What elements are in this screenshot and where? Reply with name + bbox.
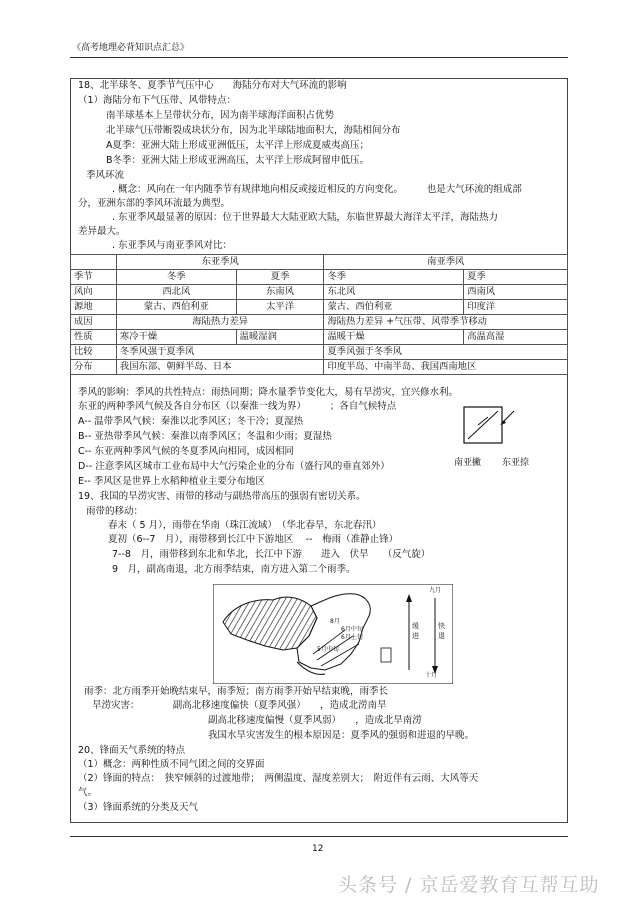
watermark-text: 头条号 / 京岳爱教育互帮互助 xyxy=(338,874,600,896)
table-cell: 蒙古、西伯利亚 xyxy=(116,300,236,315)
map-label: 6月上旬 xyxy=(341,634,363,641)
table-group-header: 东亚季风 xyxy=(116,255,324,270)
table-cell: 源地 xyxy=(71,300,117,315)
text-line: 北半球气压带断裂成块状分布，因为北半球陆地面积大，海陆相间分布 xyxy=(106,125,401,136)
text-line: C-- 东亚两种季风气候的冬夏季风向相同，成因相同 xyxy=(78,446,295,457)
table-cell: 夏季 xyxy=(236,270,324,285)
map-label: 6月中旬 xyxy=(341,626,363,633)
text-line: 气。 xyxy=(78,787,98,798)
map-label: 九月 xyxy=(429,587,442,594)
table-cell xyxy=(71,255,117,270)
text-line: （3）锋面系统的分类及天气 xyxy=(78,802,199,813)
text-line: 差异最大。 xyxy=(78,226,126,237)
table-row xyxy=(71,315,568,330)
map-label: 5月中旬 xyxy=(317,646,339,653)
map-label: 十月 xyxy=(425,672,438,679)
page-number: 12 xyxy=(312,844,324,854)
monsoon-comparison-table xyxy=(70,254,568,375)
rain-belt-map xyxy=(213,584,453,684)
table-cell: 温暖湿润 xyxy=(236,330,324,345)
text-line: . 东亚季风最显著的原因：位于世界最大大陆亚欧大陆，东临世界最大海洋太平洋，海陆热力 xyxy=(112,212,499,223)
inset-box xyxy=(381,648,391,662)
table-cell: 分布 xyxy=(71,360,117,375)
table-cell: 印度洋 xyxy=(464,300,568,315)
text-line: . 东亚季风与南亚季风对比： xyxy=(112,240,233,251)
text-line: . 概念：风向在一年内随季节有规律地向相反或接近相反的方向变化。 也是大气环流的组成部 xyxy=(112,184,522,195)
table-row xyxy=(71,345,568,360)
table-group-header: 南亚季风 xyxy=(324,255,568,270)
footer-rule xyxy=(70,836,568,837)
subheading-monsoon: 季风环流 xyxy=(86,170,125,181)
table-cell: 西北风 xyxy=(116,285,236,300)
table-cell: 东北风 xyxy=(324,285,464,300)
diagram-label-east-asia: 东亚捺 xyxy=(502,458,530,468)
text-line: 9 月，副高南退，北方雨季结束，南方进入第二个雨季。 xyxy=(112,564,356,575)
text-line: 我国水旱灾害发生的根本原因是：夏季风的强弱和进退的早晚。 xyxy=(208,730,475,741)
table-row xyxy=(71,360,568,375)
table-cell: 冬季 xyxy=(116,270,236,285)
table-cell: 东南风 xyxy=(236,285,324,300)
section-18-heading: 18、北半球冬、夏季节气压中心 海陆分布对大气环流的影响 xyxy=(78,80,347,91)
table-cell: 蒙古、西伯利亚 xyxy=(324,300,464,315)
section-19-heading: 19、我国的旱涝灾害、雨带的移动与副热带高压的强弱有密切关系。 xyxy=(78,491,366,502)
header-rule xyxy=(70,57,568,58)
text-line: 分，亚洲东部的季风环流最为典型。 xyxy=(78,198,231,209)
table-cell: 冬季 xyxy=(324,270,464,285)
table-cell: 风向 xyxy=(71,285,117,300)
text-line: 季风的影响：季风的共性特点：雨热同期；降水量季节变化大，易有旱涝灾，宜兴修水利。 xyxy=(78,387,459,398)
table-row xyxy=(71,330,568,345)
text-line: A夏季：亚洲大陆上形成亚洲低压，太平洋上形成夏威夷高压； xyxy=(106,140,369,151)
table-cell: 性质 xyxy=(71,330,117,345)
table-cell: 成因 xyxy=(71,315,117,330)
text-line: B-- 亚热带季风气候：秦淮以南季风区；冬温和少雨；夏湿热 xyxy=(78,431,332,442)
table-cell: 温暖干燥 xyxy=(324,330,464,345)
text-line: 东亚的两种季风气候及各自分布区（以秦淮一线为界） ；各自气候特点 xyxy=(78,401,397,412)
diagram-diagonal xyxy=(468,411,498,439)
text-line: （1）概念：两种性质不同气团之间的交界面 xyxy=(78,759,265,770)
table-cell: 冬季风强于夏季风 xyxy=(116,345,324,360)
monsoon-direction-diagram xyxy=(454,403,544,473)
map-label: 8月 xyxy=(330,618,340,625)
text-line: B冬季：亚洲大陆上形成亚洲高压，太平洋上形成阿留申低压。 xyxy=(106,155,370,166)
text-line: 南半球基本上呈带状分布，因为南半球海洋面积占优势 xyxy=(106,110,335,121)
text-line: 夏初（6--7 月），雨带移到长江中下游地区 -- 梅雨（准静止锋） xyxy=(108,534,399,545)
table-cell: 夏季 xyxy=(464,270,568,285)
table-cell: 我国东部、朝鲜半岛、日本 xyxy=(116,360,324,375)
table-row xyxy=(71,300,568,315)
text-line: 旱涝灾害： 副高北移速度偏快（夏季风强） ，造成北涝南旱 xyxy=(92,700,387,711)
table-row xyxy=(71,285,568,300)
table-cell: 寒冷干燥 xyxy=(116,330,236,345)
table-row xyxy=(71,255,568,270)
arrow-icon xyxy=(478,417,488,425)
text-line: 春末（ 5 月），雨带在华南（珠江流域） （华北春旱，东北春汛） xyxy=(108,520,382,531)
table-cell: 海陆热力差异 +气压带、风带季节移动 xyxy=(324,315,568,330)
text-line: 雨季：北方雨季开始晚结束早，雨季短；南方雨季开始早结束晚，雨季长 xyxy=(84,686,389,697)
arrow-head-icon xyxy=(500,420,506,425)
table-cell: 印度半岛、中南半岛、我国西南地区 xyxy=(324,360,568,375)
table-cell: 高温高湿 xyxy=(464,330,568,345)
text-line: 7--8 月，雨带移到东北和华北，长江中下游 进入 伏旱 （反气旋） xyxy=(112,549,431,560)
table-cell: 夏季风强于冬季风 xyxy=(324,345,568,360)
arrow-up-icon xyxy=(406,594,412,602)
text-line: E-- 季风区是世界上水稻种植业主要分布地区 xyxy=(78,476,265,487)
text-line: D-- 注意季风区城市工业布局中大气污染企业的分布（盛行风的垂直郊外） xyxy=(78,461,390,472)
table-row xyxy=(71,270,568,285)
document-header-title: 《高考地理必背知识点汇总》 xyxy=(72,43,190,53)
table-cell: 比较 xyxy=(71,345,117,360)
table-cell: 西南风 xyxy=(464,285,568,300)
table-cell: 季节 xyxy=(71,270,117,285)
text-line: （1）海陆分布下气压带、风带特点： xyxy=(78,95,237,106)
section-20-heading: 20、锋面天气系统的特点 xyxy=(78,745,186,756)
map-label-slow: 缓进 xyxy=(412,622,419,640)
text-line: 雨带的移动： xyxy=(86,506,144,517)
table-cell: 太平洋 xyxy=(236,300,324,315)
text-line: A-- 温带季风气候：秦淮以北季风区；冬干冷；夏湿热 xyxy=(78,416,304,427)
map-label-fast: 快退 xyxy=(438,622,445,640)
diagram-label-south-asia: 南亚撇 xyxy=(454,458,482,468)
text-line: 副高北移速度偏慢（夏季风弱） ，造成北旱南涝 xyxy=(208,715,422,726)
text-line: （2）锋面的特点： 狭窄倾斜的过渡地带； 两侧温度、湿度差别大； 附近伴有云雨、大风等天 xyxy=(78,773,479,784)
table-cell: 海陆热力差异 xyxy=(116,315,324,330)
